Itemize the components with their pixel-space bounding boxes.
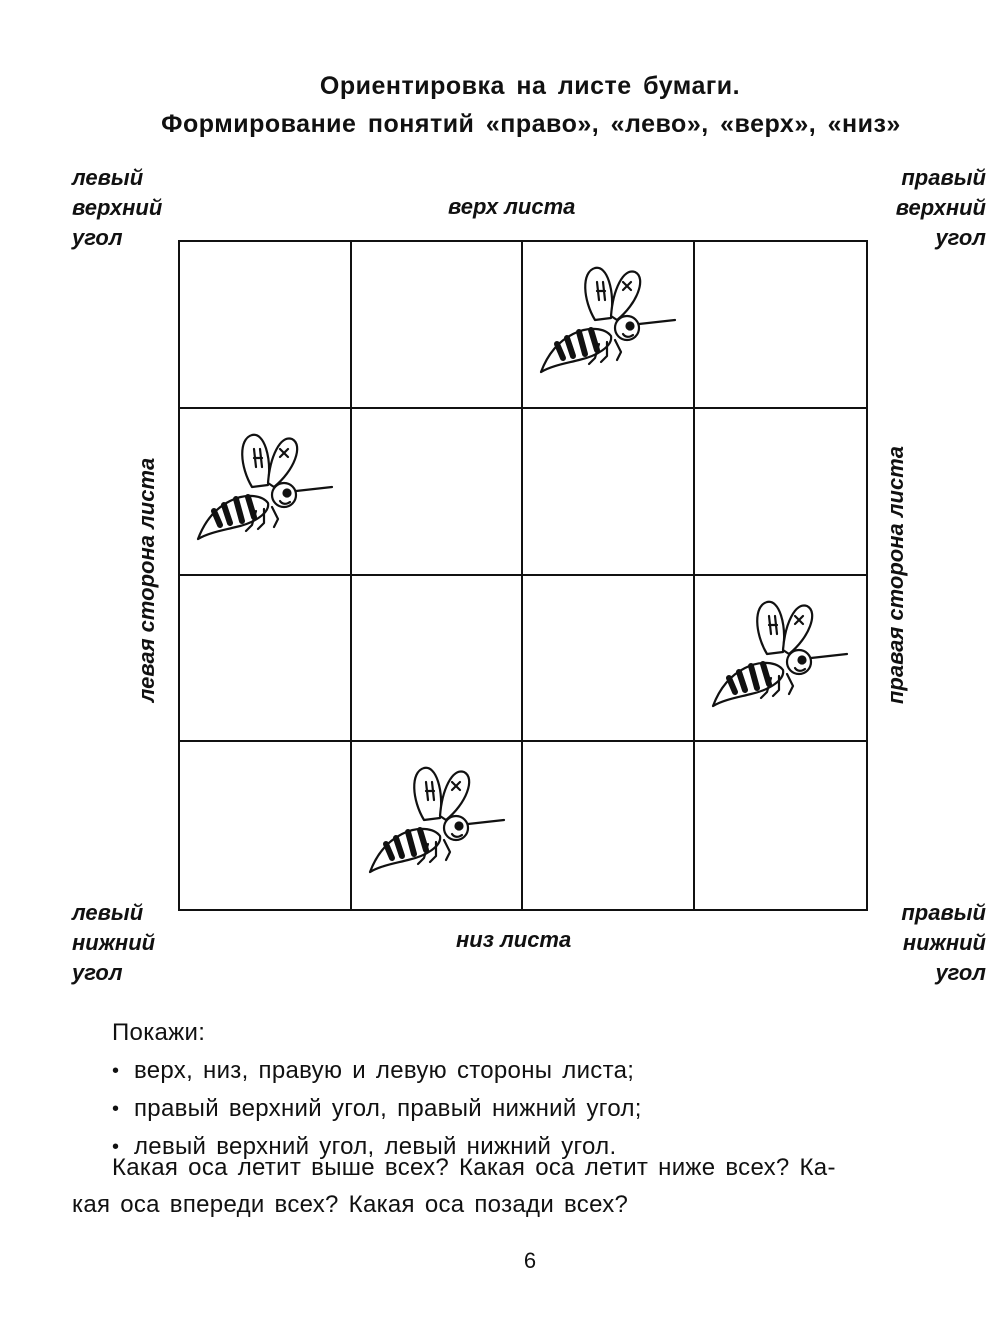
instructions-list	[112, 1052, 992, 1166]
corner-label-bottom-right	[901, 898, 986, 988]
list-item: • верх, низ, правую и левую стороны листа;	[112, 1052, 992, 1090]
grid-cell-r2-c4	[695, 409, 867, 576]
instructions-heading: Покажи:	[112, 1019, 206, 1046]
corner-word: угол	[72, 225, 123, 250]
edge-label-top: верх листа	[448, 194, 576, 219]
question-line: Какая оса летит выше всех? Какая оса летит ниже всех? Ка-	[112, 1154, 836, 1181]
grid-cell-r4-c4	[695, 742, 867, 909]
corner-word: нижний	[72, 930, 156, 955]
grid-cell-r1-c4	[695, 242, 867, 409]
grid-cell-r3-c4	[695, 576, 867, 743]
corner-label-top-right	[896, 163, 986, 253]
grid-cell-r1-c3	[523, 242, 695, 409]
page-number: 6	[523, 1248, 537, 1273]
corner-label-top-left	[72, 163, 162, 253]
wasp-icon	[705, 594, 855, 714]
question-line: кая оса впереди всех? Какая оса позади всех?	[72, 1191, 629, 1218]
corner-word: угол	[935, 960, 986, 985]
grid-cell-r3-c2	[352, 576, 524, 743]
corner-word: угол	[935, 225, 986, 250]
corner-word: правый	[901, 165, 986, 190]
sheet-grid	[178, 240, 868, 911]
wasp-icon	[533, 260, 683, 380]
grid-cell-r1-c1	[180, 242, 352, 409]
grid-cell-r2-c3	[523, 409, 695, 576]
corner-word: угол	[72, 960, 123, 985]
wasp-icon	[362, 760, 512, 880]
list-item: • левый верхний угол, левый нижний угол.	[112, 1128, 992, 1166]
edge-label-left: левая сторона листа	[134, 457, 159, 703]
grid-cell-r4-c1	[180, 742, 352, 909]
grid-cell-r3-c3	[523, 576, 695, 743]
page-title: Ориентировка на листе бумаги.	[319, 72, 741, 100]
page-subtitle: Формирование понятий «право», «лево», «верх», «низ»	[161, 110, 901, 138]
corner-word: левый	[72, 165, 144, 190]
corner-word: нижний	[902, 930, 986, 955]
instructions	[112, 1014, 992, 1166]
grid-cell-r2-c2	[352, 409, 524, 576]
grid-cell-r1-c2	[352, 242, 524, 409]
corner-word: верхний	[72, 195, 163, 220]
grid-cell-r2-c1	[180, 409, 352, 576]
grid-cell-r4-c3	[523, 742, 695, 909]
list-item: • правый верхний угол, правый нижний угол;	[112, 1090, 992, 1128]
corner-word: верхний	[895, 195, 986, 220]
wasp-icon	[190, 427, 340, 547]
corner-word: правый	[901, 900, 986, 925]
edge-label-bottom: низ листа	[456, 927, 572, 952]
edge-label-right: правая сторона листа	[883, 445, 908, 705]
grid-cell-r4-c2	[352, 742, 524, 909]
corner-word: левый	[72, 900, 144, 925]
grid-cell-r3-c1	[180, 576, 352, 743]
corner-label-bottom-left	[72, 898, 155, 988]
